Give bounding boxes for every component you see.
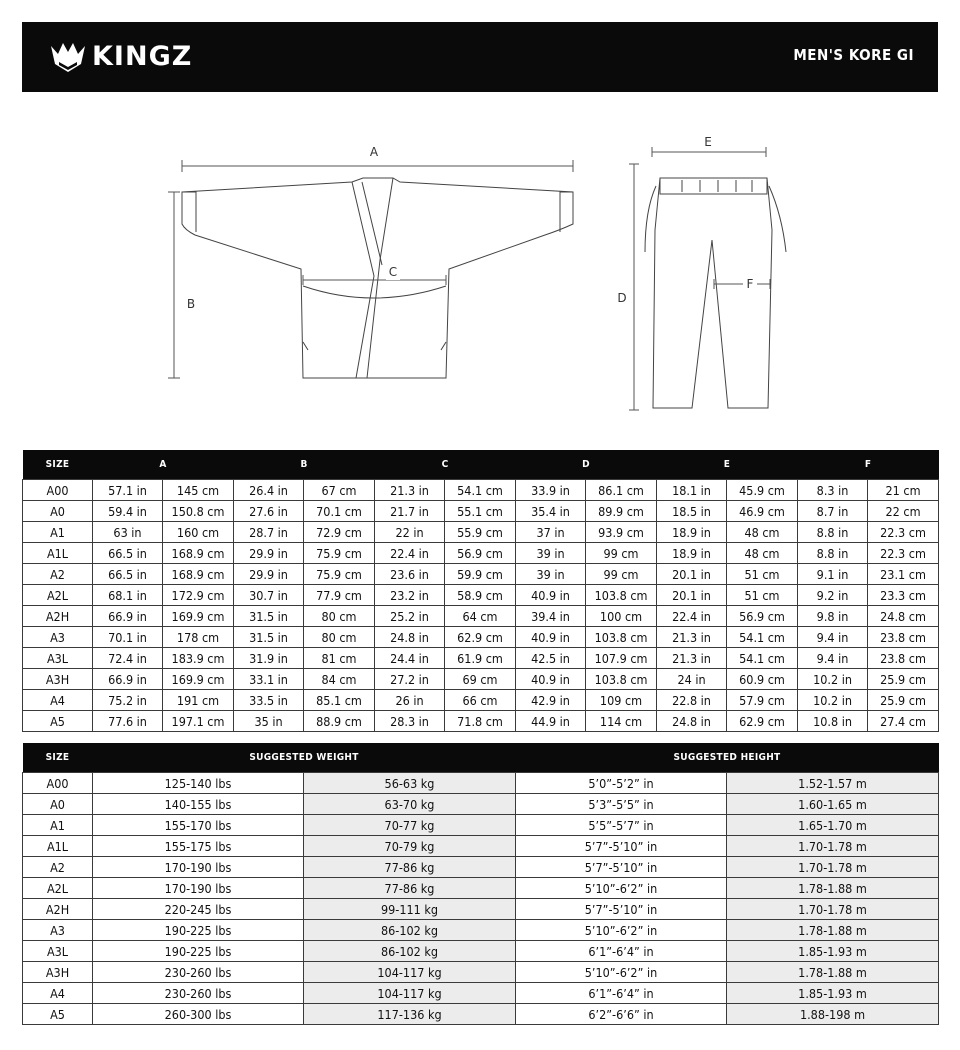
- value-cell: 86-102 kg: [304, 920, 516, 941]
- size-cell: A00: [23, 480, 93, 501]
- value-cell: 8.8 in: [798, 522, 868, 543]
- value-cell: 56.9 cm: [445, 543, 516, 564]
- value-cell: 8.8 in: [798, 543, 868, 564]
- value-cell: 169.9 cm: [163, 669, 234, 690]
- value-cell: 155-170 lbs: [93, 815, 304, 836]
- table-row: [23, 962, 939, 983]
- value-cell: 6’1”-6’4” in: [516, 941, 727, 962]
- value-cell: 24.8 cm: [868, 606, 939, 627]
- value-cell: 1.88-198 m: [727, 1004, 939, 1025]
- value-cell: 6’1”-6’4” in: [516, 983, 727, 1004]
- value-cell: 59.9 cm: [445, 564, 516, 585]
- value-cell: 1.70-1.78 m: [727, 899, 939, 920]
- size-cell: A1L: [23, 836, 93, 857]
- value-cell: 1.85-1.93 m: [727, 941, 939, 962]
- value-cell: 77-86 kg: [304, 857, 516, 878]
- value-cell: 99 cm: [586, 543, 657, 564]
- size-cell: A1: [23, 522, 93, 543]
- value-cell: 44.9 in: [516, 711, 586, 732]
- column-header-a: A: [93, 450, 234, 480]
- size-cell: A2H: [23, 899, 93, 920]
- value-cell: 24.8 in: [657, 711, 727, 732]
- table-row: [23, 836, 939, 857]
- value-cell: 109 cm: [586, 690, 657, 711]
- value-cell: 23.2 in: [375, 585, 445, 606]
- value-cell: 103.8 cm: [586, 585, 657, 606]
- size-cell: A3: [23, 627, 93, 648]
- size-cell: A1: [23, 815, 93, 836]
- size-cell: A3H: [23, 962, 93, 983]
- value-cell: 75.2 in: [93, 690, 163, 711]
- value-cell: 20.1 in: [657, 564, 727, 585]
- value-cell: 155-175 lbs: [93, 836, 304, 857]
- value-cell: 66.9 in: [93, 606, 163, 627]
- value-cell: 5’7”-5’10” in: [516, 857, 727, 878]
- value-cell: 5’3”-5’5” in: [516, 794, 727, 815]
- value-cell: 37 in: [516, 522, 586, 543]
- table-row: [23, 983, 939, 1004]
- value-cell: 48 cm: [727, 543, 798, 564]
- value-cell: 10.8 in: [798, 711, 868, 732]
- table-row: [23, 564, 939, 585]
- value-cell: 9.4 in: [798, 648, 868, 669]
- value-cell: 1.78-1.88 m: [727, 878, 939, 899]
- value-cell: 58.9 cm: [445, 585, 516, 606]
- size-cell: A2L: [23, 878, 93, 899]
- value-cell: 29.9 in: [234, 564, 304, 585]
- table-row: [23, 711, 939, 732]
- value-cell: 5’0”-5’2” in: [516, 773, 727, 794]
- value-cell: 260-300 lbs: [93, 1004, 304, 1025]
- column-header-b: B: [234, 450, 375, 480]
- value-cell: 23.8 cm: [868, 648, 939, 669]
- table-row: [23, 690, 939, 711]
- column-header-suggested-height: SUGGESTED HEIGHT: [516, 743, 939, 773]
- value-cell: 5’7”-5’10” in: [516, 899, 727, 920]
- size-measurement-table: [22, 450, 939, 732]
- gi-measurement-diagram: [0, 120, 960, 430]
- value-cell: 103.8 cm: [586, 627, 657, 648]
- value-cell: 25.2 in: [375, 606, 445, 627]
- size-cell: A3L: [23, 941, 93, 962]
- value-cell: 117-136 kg: [304, 1004, 516, 1025]
- value-cell: 70-77 kg: [304, 815, 516, 836]
- value-cell: 9.2 in: [798, 585, 868, 606]
- value-cell: 1.78-1.88 m: [727, 920, 939, 941]
- value-cell: 54.1 cm: [445, 480, 516, 501]
- table-row: [23, 480, 939, 501]
- table-row: [23, 794, 939, 815]
- value-cell: 31.9 in: [234, 648, 304, 669]
- value-cell: 69 cm: [445, 669, 516, 690]
- label-f: F: [746, 277, 754, 291]
- value-cell: 31.5 in: [234, 627, 304, 648]
- value-cell: 230-260 lbs: [93, 962, 304, 983]
- value-cell: 21.3 in: [657, 627, 727, 648]
- value-cell: 125-140 lbs: [93, 773, 304, 794]
- value-cell: 21.3 in: [375, 480, 445, 501]
- value-cell: 150.8 cm: [163, 501, 234, 522]
- value-cell: 62.9 cm: [445, 627, 516, 648]
- label-c: C: [388, 265, 398, 279]
- column-header-suggested-weight: SUGGESTED WEIGHT: [93, 743, 516, 773]
- value-cell: 45.9 cm: [727, 480, 798, 501]
- value-cell: 26.4 in: [234, 480, 304, 501]
- value-cell: 35.4 in: [516, 501, 586, 522]
- brand-name: KINGZ: [92, 41, 193, 72]
- value-cell: 140-155 lbs: [93, 794, 304, 815]
- value-cell: 24.4 in: [375, 648, 445, 669]
- value-cell: 57.9 cm: [727, 690, 798, 711]
- value-cell: 54.1 cm: [727, 627, 798, 648]
- value-cell: 60.9 cm: [727, 669, 798, 690]
- value-cell: 23.1 cm: [868, 564, 939, 585]
- table-row: [23, 606, 939, 627]
- value-cell: 99 cm: [586, 564, 657, 585]
- value-cell: 18.5 in: [657, 501, 727, 522]
- value-cell: 70-79 kg: [304, 836, 516, 857]
- value-cell: 59.4 in: [93, 501, 163, 522]
- jacket-outline-icon: [182, 178, 573, 378]
- value-cell: 75.9 cm: [304, 564, 375, 585]
- value-cell: 55.9 cm: [445, 522, 516, 543]
- size-cell: A00: [23, 773, 93, 794]
- value-cell: 33.9 in: [516, 480, 586, 501]
- crown-icon: [50, 40, 86, 74]
- value-cell: 64 cm: [445, 606, 516, 627]
- size-cell: A0: [23, 794, 93, 815]
- size-cell: A4: [23, 690, 93, 711]
- value-cell: 8.7 in: [798, 501, 868, 522]
- value-cell: 93.9 cm: [586, 522, 657, 543]
- label-d: D: [617, 291, 627, 305]
- header-bar: [22, 22, 938, 92]
- value-cell: 25.9 cm: [868, 669, 939, 690]
- value-cell: 77.9 cm: [304, 585, 375, 606]
- value-cell: 23.3 cm: [868, 585, 939, 606]
- value-cell: 9.8 in: [798, 606, 868, 627]
- value-cell: 20.1 in: [657, 585, 727, 606]
- value-cell: 170-190 lbs: [93, 878, 304, 899]
- value-cell: 18.9 in: [657, 543, 727, 564]
- value-cell: 77-86 kg: [304, 878, 516, 899]
- value-cell: 178 cm: [163, 627, 234, 648]
- value-cell: 72.4 in: [93, 648, 163, 669]
- value-cell: 1.60-1.65 m: [727, 794, 939, 815]
- value-cell: 99-111 kg: [304, 899, 516, 920]
- table-row: [23, 501, 939, 522]
- value-cell: 5’10”-6’2” in: [516, 878, 727, 899]
- value-cell: 22.8 in: [657, 690, 727, 711]
- table-row: [23, 543, 939, 564]
- value-cell: 100 cm: [586, 606, 657, 627]
- value-cell: 70.1 cm: [304, 501, 375, 522]
- table-row: [23, 522, 939, 543]
- size-cell: A3H: [23, 669, 93, 690]
- size-cell: A1L: [23, 543, 93, 564]
- value-cell: 104-117 kg: [304, 983, 516, 1004]
- value-cell: 29.9 in: [234, 543, 304, 564]
- value-cell: 21 cm: [868, 480, 939, 501]
- value-cell: 25.9 cm: [868, 690, 939, 711]
- value-cell: 75.9 cm: [304, 543, 375, 564]
- value-cell: 190-225 lbs: [93, 920, 304, 941]
- suggested-fit-table: [22, 743, 939, 1025]
- size-cell: A0: [23, 501, 93, 522]
- table-row: [23, 920, 939, 941]
- value-cell: 39 in: [516, 564, 586, 585]
- value-cell: 1.52-1.57 m: [727, 773, 939, 794]
- value-cell: 18.1 in: [657, 480, 727, 501]
- value-cell: 145 cm: [163, 480, 234, 501]
- value-cell: 40.9 in: [516, 669, 586, 690]
- value-cell: 63 in: [93, 522, 163, 543]
- value-cell: 42.9 in: [516, 690, 586, 711]
- value-cell: 71.8 cm: [445, 711, 516, 732]
- value-cell: 28.7 in: [234, 522, 304, 543]
- value-cell: 9.4 in: [798, 627, 868, 648]
- size-cell: A3L: [23, 648, 93, 669]
- value-cell: 114 cm: [586, 711, 657, 732]
- value-cell: 22.3 cm: [868, 543, 939, 564]
- brand-logo: [50, 40, 192, 74]
- value-cell: 40.9 in: [516, 627, 586, 648]
- value-cell: 55.1 cm: [445, 501, 516, 522]
- value-cell: 67 cm: [304, 480, 375, 501]
- value-cell: 54.1 cm: [727, 648, 798, 669]
- value-cell: 77.6 in: [93, 711, 163, 732]
- value-cell: 26 in: [375, 690, 445, 711]
- value-cell: 21.7 in: [375, 501, 445, 522]
- value-cell: 22.4 in: [375, 543, 445, 564]
- table-row: [23, 669, 939, 690]
- value-cell: 1.78-1.88 m: [727, 962, 939, 983]
- value-cell: 23.6 in: [375, 564, 445, 585]
- table-row: [23, 1004, 939, 1025]
- value-cell: 183.9 cm: [163, 648, 234, 669]
- value-cell: 103.8 cm: [586, 669, 657, 690]
- value-cell: 40.9 in: [516, 585, 586, 606]
- value-cell: 42.5 in: [516, 648, 586, 669]
- table-row: [23, 878, 939, 899]
- value-cell: 5’7”-5’10” in: [516, 836, 727, 857]
- value-cell: 66 cm: [445, 690, 516, 711]
- value-cell: 30.7 in: [234, 585, 304, 606]
- value-cell: 107.9 cm: [586, 648, 657, 669]
- value-cell: 33.5 in: [234, 690, 304, 711]
- table-row: [23, 627, 939, 648]
- value-cell: 22 cm: [868, 501, 939, 522]
- value-cell: 86.1 cm: [586, 480, 657, 501]
- value-cell: 8.3 in: [798, 480, 868, 501]
- fit-table-header: [23, 743, 939, 773]
- value-cell: 61.9 cm: [445, 648, 516, 669]
- value-cell: 35 in: [234, 711, 304, 732]
- value-cell: 51 cm: [727, 564, 798, 585]
- value-cell: 18.9 in: [657, 522, 727, 543]
- value-cell: 22.4 in: [657, 606, 727, 627]
- value-cell: 66.5 in: [93, 543, 163, 564]
- label-e: E: [704, 135, 712, 149]
- column-header-f: F: [798, 450, 939, 480]
- table-row: [23, 648, 939, 669]
- value-cell: 68.1 in: [93, 585, 163, 606]
- pants-outline-icon: [645, 178, 786, 408]
- value-cell: 27.4 cm: [868, 711, 939, 732]
- value-cell: 63-70 kg: [304, 794, 516, 815]
- column-header-d: D: [516, 450, 657, 480]
- size-table-header: [23, 450, 939, 480]
- value-cell: 9.1 in: [798, 564, 868, 585]
- value-cell: 1.65-1.70 m: [727, 815, 939, 836]
- value-cell: 31.5 in: [234, 606, 304, 627]
- value-cell: 72.9 cm: [304, 522, 375, 543]
- size-cell: A2H: [23, 606, 93, 627]
- value-cell: 70.1 in: [93, 627, 163, 648]
- value-cell: 51 cm: [727, 585, 798, 606]
- label-a: A: [369, 145, 379, 159]
- column-header-c: C: [375, 450, 516, 480]
- value-cell: 80 cm: [304, 606, 375, 627]
- size-cell: A2: [23, 564, 93, 585]
- value-cell: 191 cm: [163, 690, 234, 711]
- column-header-e: E: [657, 450, 798, 480]
- column-header-size: SIZE: [23, 450, 93, 480]
- size-cell: A5: [23, 711, 93, 732]
- value-cell: 62.9 cm: [727, 711, 798, 732]
- value-cell: 1.85-1.93 m: [727, 983, 939, 1004]
- value-cell: 56.9 cm: [727, 606, 798, 627]
- value-cell: 6’2”-6’6” in: [516, 1004, 727, 1025]
- table-row: [23, 815, 939, 836]
- value-cell: 23.8 cm: [868, 627, 939, 648]
- value-cell: 168.9 cm: [163, 543, 234, 564]
- value-cell: 48 cm: [727, 522, 798, 543]
- column-header-size: SIZE: [23, 743, 93, 773]
- value-cell: 86-102 kg: [304, 941, 516, 962]
- value-cell: 168.9 cm: [163, 564, 234, 585]
- value-cell: 84 cm: [304, 669, 375, 690]
- value-cell: 10.2 in: [798, 669, 868, 690]
- value-cell: 56-63 kg: [304, 773, 516, 794]
- value-cell: 89.9 cm: [586, 501, 657, 522]
- value-cell: 39.4 in: [516, 606, 586, 627]
- value-cell: 172.9 cm: [163, 585, 234, 606]
- value-cell: 10.2 in: [798, 690, 868, 711]
- value-cell: 66.9 in: [93, 669, 163, 690]
- table-row: [23, 857, 939, 878]
- value-cell: 1.70-1.78 m: [727, 836, 939, 857]
- size-cell: A2L: [23, 585, 93, 606]
- value-cell: 169.9 cm: [163, 606, 234, 627]
- table-row: [23, 941, 939, 962]
- value-cell: 190-225 lbs: [93, 941, 304, 962]
- value-cell: 57.1 in: [93, 480, 163, 501]
- product-title: MEN'S KORE GI: [793, 46, 914, 64]
- value-cell: 24 in: [657, 669, 727, 690]
- value-cell: 27.2 in: [375, 669, 445, 690]
- table-row: [23, 899, 939, 920]
- table-row: [23, 773, 939, 794]
- value-cell: 39 in: [516, 543, 586, 564]
- value-cell: 5’10”-6’2” in: [516, 962, 727, 983]
- value-cell: 27.6 in: [234, 501, 304, 522]
- value-cell: 22.3 cm: [868, 522, 939, 543]
- size-cell: A4: [23, 983, 93, 1004]
- value-cell: 33.1 in: [234, 669, 304, 690]
- value-cell: 104-117 kg: [304, 962, 516, 983]
- value-cell: 1.70-1.78 m: [727, 857, 939, 878]
- value-cell: 81 cm: [304, 648, 375, 669]
- size-cell: A5: [23, 1004, 93, 1025]
- size-cell: A2: [23, 857, 93, 878]
- value-cell: 5’5”-5’7” in: [516, 815, 727, 836]
- value-cell: 170-190 lbs: [93, 857, 304, 878]
- value-cell: 88.9 cm: [304, 711, 375, 732]
- value-cell: 66.5 in: [93, 564, 163, 585]
- value-cell: 85.1 cm: [304, 690, 375, 711]
- value-cell: 21.3 in: [657, 648, 727, 669]
- value-cell: 24.8 in: [375, 627, 445, 648]
- value-cell: 80 cm: [304, 627, 375, 648]
- label-b: B: [186, 297, 196, 311]
- size-cell: A3: [23, 920, 93, 941]
- value-cell: 230-260 lbs: [93, 983, 304, 1004]
- value-cell: 46.9 cm: [727, 501, 798, 522]
- value-cell: 5’10”-6’2” in: [516, 920, 727, 941]
- value-cell: 28.3 in: [375, 711, 445, 732]
- value-cell: 197.1 cm: [163, 711, 234, 732]
- value-cell: 220-245 lbs: [93, 899, 304, 920]
- table-row: [23, 585, 939, 606]
- value-cell: 160 cm: [163, 522, 234, 543]
- value-cell: 22 in: [375, 522, 445, 543]
